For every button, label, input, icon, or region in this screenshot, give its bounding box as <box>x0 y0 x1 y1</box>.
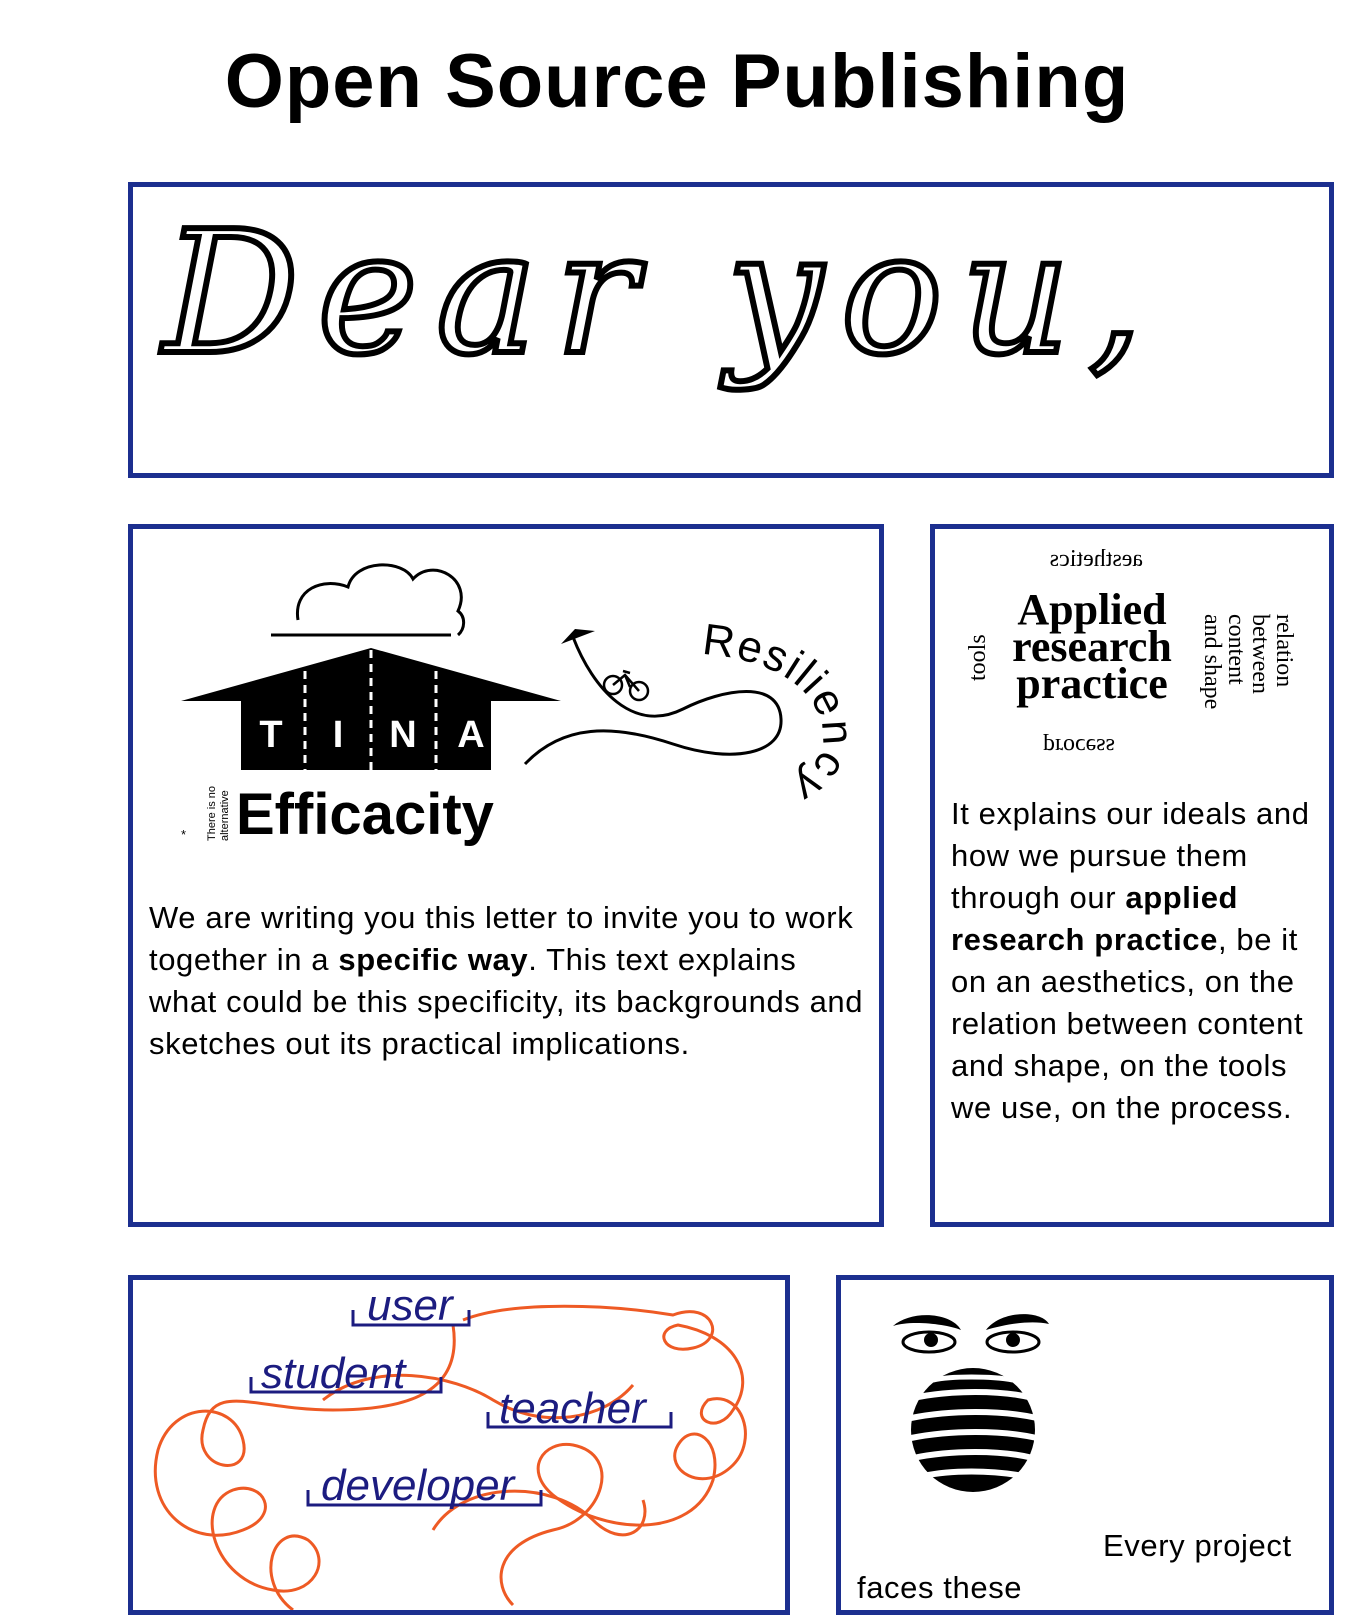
role-teacher: teacher <box>499 1384 646 1433</box>
house-letter: I <box>332 714 344 756</box>
resiliency-label: Resiliency <box>699 614 863 815</box>
roles-diagram <box>133 1280 785 1610</box>
rotated-phrase <box>1199 614 1297 709</box>
wordcloud-content: content <box>1223 614 1249 685</box>
wordcloud-and-shape: and shape <box>1199 614 1225 710</box>
eyes-icon <box>893 1314 1049 1352</box>
roles-panel <box>128 1275 790 1615</box>
efficacity-label: Efficacity <box>236 782 494 847</box>
wordcloud-research: research <box>1012 622 1172 671</box>
intro-text: We are writing you this letter to invite you to work together in a specific way. This text explains what could be this specificity, its backgrounds and sketches out its practical implications. <box>149 900 864 1061</box>
arrow-head-icon <box>561 629 595 644</box>
footnote-rotated <box>206 786 231 841</box>
house-letter: A <box>457 714 485 756</box>
cloud-icon <box>297 565 463 635</box>
rotated-word <box>965 634 991 681</box>
house-letter: T <box>259 714 283 756</box>
ideals-emphasis: applied research practice <box>951 880 1239 957</box>
ideals-panel <box>930 524 1334 1227</box>
face-illustration <box>841 1280 1329 1520</box>
wordcloud-aesthetics: aesthetics <box>1049 546 1143 572</box>
wordcloud-tools: tools <box>965 634 991 681</box>
house-asterisk: * <box>493 714 499 730</box>
role-user: user <box>367 1281 453 1330</box>
house-letter: N <box>389 714 417 756</box>
greeting-handwriting <box>133 187 1329 473</box>
greeting-text: Dear you, <box>163 195 1161 393</box>
wordcloud-applied: Applied <box>1017 585 1167 634</box>
ideals-wordcloud <box>935 529 1329 789</box>
flipped-word <box>1043 733 1115 759</box>
project-panel <box>836 1275 1334 1615</box>
footnote-line2: alternative <box>219 790 231 841</box>
wordcloud-practice: practice <box>1016 659 1168 708</box>
project-text: Every project faces these <box>857 1528 1292 1605</box>
page-title: Open Source Publishing <box>224 39 1130 124</box>
intro-emphasis: specific way <box>338 942 529 977</box>
tangled-line <box>463 1306 745 1605</box>
wordcloud-process: process <box>1043 733 1115 759</box>
globe-icon <box>911 1368 1037 1492</box>
ideals-text: It explains our ideals and how we pursue them through our applied research practice, be it on an aesthetics, on the relation between content and shape, on the tools we use, on the process. <box>951 796 1310 1125</box>
footnote-mark: * <box>181 827 187 842</box>
intro-panel <box>128 524 884 1227</box>
wordcloud-between: between <box>1247 614 1273 694</box>
footnote-line1: There is no <box>206 785 218 841</box>
mirrored-word <box>1050 546 1143 572</box>
greeting-panel <box>128 182 1334 478</box>
role-student: student <box>261 1349 406 1398</box>
wordcloud-relation: relation <box>1271 614 1297 688</box>
tina-illustration <box>133 529 879 869</box>
role-developer: developer <box>321 1461 515 1510</box>
